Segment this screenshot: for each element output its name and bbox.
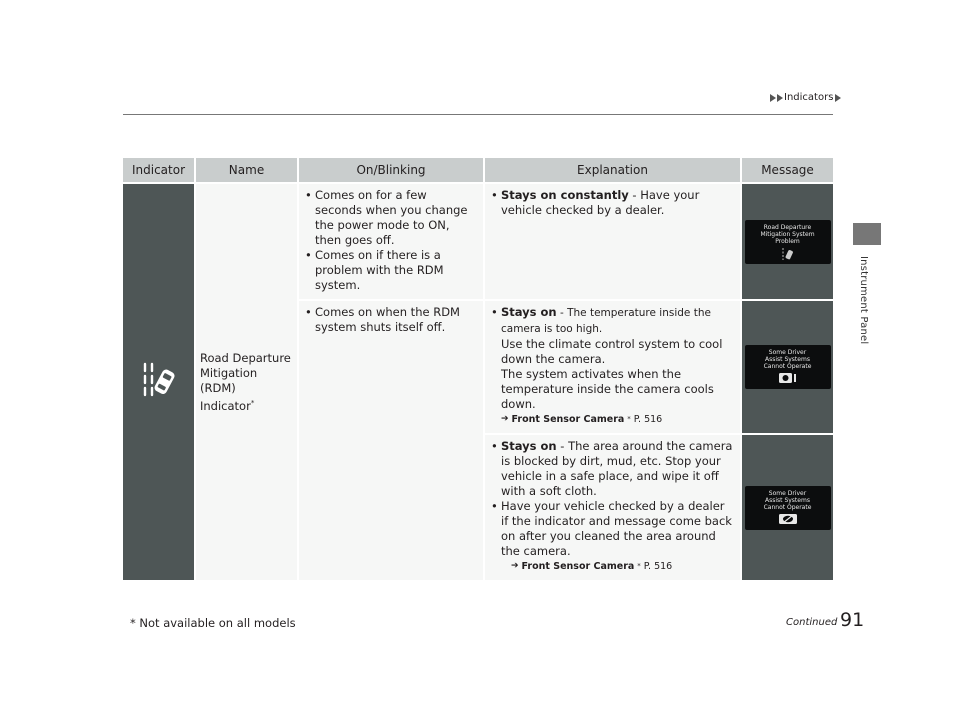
breadcrumb-section: Indicators [784,92,834,103]
list-item: • Have your vehicle checked by a dealer if the indicator and message come back on after you cleaned the area around the camera. [491,499,734,559]
message-display: Road Departure Mitigation System Problem [745,220,831,264]
column-header: On/Blinking [298,158,484,183]
footnote: * Not available on all models [130,616,296,630]
on-blinking-cell [298,300,484,580]
arrow-icon [777,94,783,102]
reference-arrow-icon: ➔ [501,414,509,424]
on-blinking-cell [298,183,484,300]
page-number: 91 [840,609,865,631]
message-display: Some Driver Assist Systems Cannot Operate [745,486,831,530]
arrow-icon [770,94,776,102]
message-cell [741,300,833,434]
list-item: • Stays on constantly - Have your vehicle checked by a dealer. [491,188,734,218]
header-rule [123,114,833,115]
column-header: Name [195,158,298,183]
table-header-row [123,158,833,183]
side-tab-marker [853,223,881,245]
list-item: • Comes on if there is a problem with the RDM system. [305,248,477,293]
indicator-name-cell [195,183,298,580]
arrow-icon [835,94,841,102]
explanation-cell: • Stays on - The temperature inside the camera is too high. Use the climate control system to cool down the camera. The system activates when the temperature inside the camera cools down. ➔ Front Sensor Camera * P. 516 [484,300,741,434]
explanation-cell [484,434,741,580]
column-header: Explanation [484,158,741,183]
lane-departure-icon [782,247,794,261]
breadcrumb [770,92,842,103]
camera-blocked-icon [778,513,798,525]
list-item: • Comes on when the RDM system shuts itself off. [305,305,477,335]
message-cell [741,434,833,580]
indicator-cell [123,183,195,580]
indicator-table [123,158,833,580]
cross-reference: ➔ Front Sensor Camera * P. 516 [511,561,673,572]
indicator-name: Road Departure Mitigation (RDM) Indicator [200,350,291,413]
continued-label: Continued [786,617,838,628]
column-header: Message [741,158,833,183]
message-cell [741,183,833,300]
list-item: • Stays on - The area around the camera is blocked by dirt, mud, etc. Stop your vehicle in a safe place, and wipe it off with a soft cloth. [491,439,734,499]
availability-mark: * [250,398,255,407]
list-item: • Stays on - The temperature inside the camera is too high. [491,305,734,337]
list-item: • Comes on for a few seconds when you change the power mode to ON, then goes off. [305,188,477,248]
message-display: Some Driver Assist Systems Cannot Operate [745,345,831,389]
reference-arrow-icon: ➔ [511,561,519,571]
side-tab-label: Instrument Panel [858,256,869,345]
column-header: Indicator [123,158,195,183]
cross-reference: ➔ Front Sensor Camera * P. 516 [501,414,663,425]
lane-departure-icon [141,360,177,400]
camera-temperature-icon [778,372,798,384]
explanation-cell [484,183,741,300]
table-row [123,183,833,300]
